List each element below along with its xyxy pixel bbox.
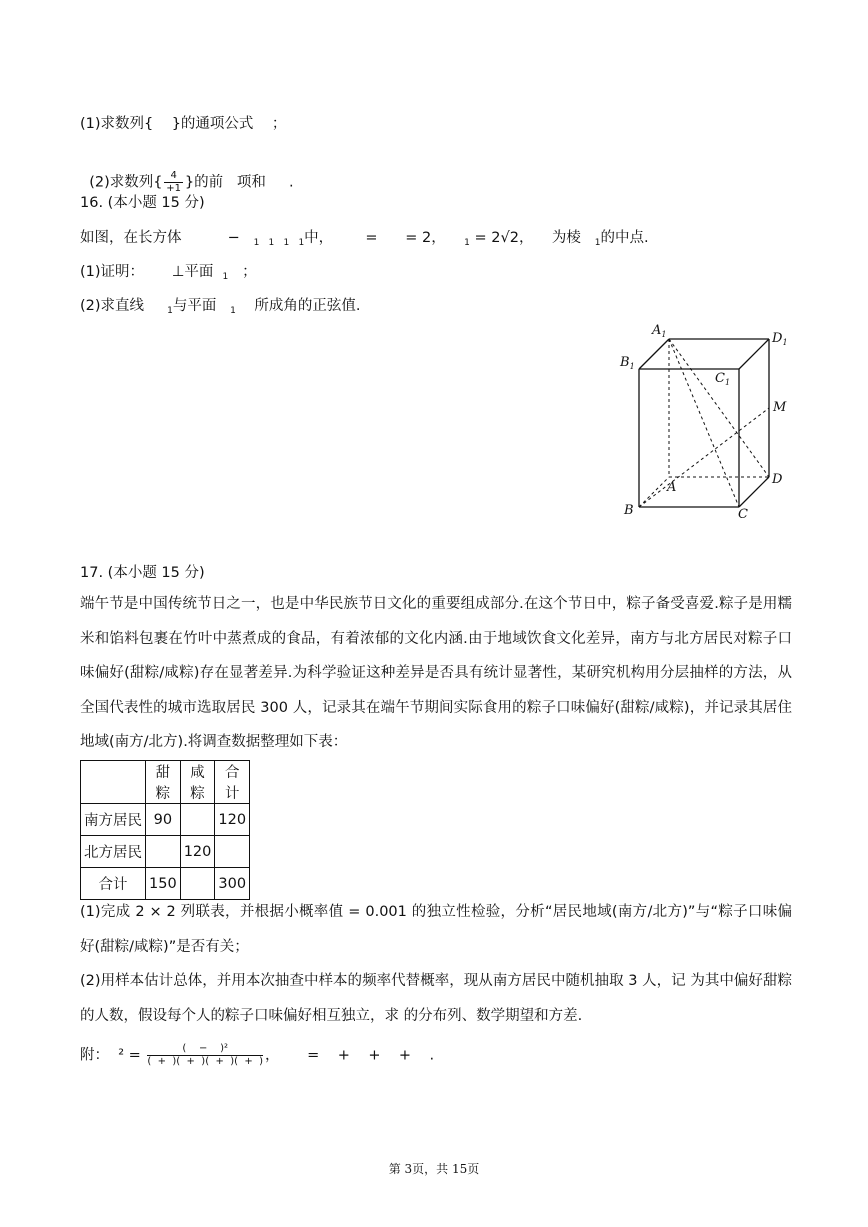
subscript: 1 [222,272,229,282]
table-cell: 南方居民 [81,804,146,836]
table-cell: 90 [146,804,181,836]
q17-header: 17. (本小题 15 分) [80,565,205,581]
q16-header: 16. (本小题 15 分) [80,195,205,211]
q15-part2-suffix: }的前 项和 . [184,174,294,191]
q17-part2: (2)用样本估计总体，并用本次抽查中样本的频率代替概率，现从南方居民中随机抽取 3 人，记 为其中偏好甜粽的人数，假设每个人的粽子口味偏好相互独立，求 的分布列、数学期望和方差. [80,973,792,1024]
table-cell: 咸粽 [180,761,215,804]
table-row [81,836,250,868]
q15-part1: (1)求数列{ }的通项公式 ； [80,116,287,132]
table-row [81,804,250,836]
chi-square-denominator: ( + )( + )( + )( + ) [147,1056,263,1067]
table-cell [180,804,215,836]
subscript: 1 [167,306,173,316]
hidden-segment-a1c [669,339,739,507]
table-cell: 甜粽 [146,761,181,804]
q16-part2-b: 与平面 [172,298,217,314]
q16-part2-a: (2)求直线 [80,298,145,314]
q16-part2-c: 所成角的正弦值. [235,298,361,314]
q16-part1-b: ； [228,264,257,280]
q15-part2 [80,150,294,195]
subscript: 1 [230,306,236,316]
table-cell [215,836,250,868]
edge-cd [739,477,769,507]
table-cell: 150 [146,868,181,900]
q16-stem-b: 中， = = 2， [304,230,446,246]
hidden-segment-a1d [669,339,769,477]
contingency-table [80,760,250,900]
q15-part2-prefix: (2)求数列{ [89,174,163,191]
subscript: 1 [594,238,601,248]
q15-fraction [164,170,182,195]
subscript: 1 [298,238,305,248]
table-cell: 120 [215,804,250,836]
subscript: 1 [253,238,260,248]
table-cell: 北方居民 [81,836,146,868]
edge-c1d1 [739,339,769,369]
q16-stem-a: 如图，在长方体 − [80,230,240,246]
label-m: M [773,400,787,415]
label-c1: $C_1$ [715,371,731,387]
q16-stem-c: = 2√2， 为棱 [469,230,581,246]
label-c: C [738,507,748,522]
subscript: 1 [268,238,275,248]
table-cell [81,761,146,804]
label-d: D [772,472,783,487]
q17-appendix [80,1043,434,1068]
q16-part1-a: (1)证明： ⊥平面 [80,264,214,280]
chi-square-fraction [147,1043,263,1068]
appendix-label: 附： ² = [80,1047,141,1064]
q16-stem-d: 的中点. [600,230,649,246]
table-cell: 合计 [81,868,146,900]
label-d1: $D_1$ [772,331,788,347]
q15-fraction-denominator: +1 [166,183,182,194]
table-cell [146,836,181,868]
label-a1: $A_1$ [652,323,667,339]
label-a: A [667,480,677,495]
hidden-edge-ba [639,477,669,507]
q17-part1: (1)完成 2 × 2 列联表，并根据小概率值 = 0.001 的独立性检验，分析“居民地域(南方/北方)”与“粽子口味偏好(甜粽/咸粽)”是否有关； [80,904,792,955]
table-cell: 300 [215,868,250,900]
subscript: 1 [464,238,470,248]
q16-stem [80,228,649,253]
q16-part1 [80,262,257,287]
label-b1: $B_1$ [620,355,635,371]
subscript: 1 [283,238,290,248]
q15-fraction-numerator: 4 [164,170,182,183]
cuboid-figure [612,318,802,524]
table-header-row [81,761,250,804]
table-cell: 120 [180,836,215,868]
page-footer: 第 3页，共 15页 [388,1162,480,1176]
q17-intro: 端午节是中国传统节日之一，也是中华民族节日文化的重要组成部分.在这个节日中，粽子备受喜爱.粽子是用糯米和馅料包裹在竹叶中蒸煮成的食品，有着浓郁的文化内涵.由于地域饮食文化差异，南方与北方居民对粽子口味偏好(甜粽/咸粽)存在显著差异.为科学验证这种差异是否具有统计显著性，某研究机构用分层抽样的方法，从全国代表性的城市选取居民 300 人，记录其在端午节期间实际食用的粽子口味偏好(甜粽/咸粽)，并记录其居住地域(南方/北方).将调查数据整理如下表： [80,596,792,750]
chi-square-numerator: ( − )² [147,1043,263,1056]
label-b: B [624,503,634,518]
edge-b1a1 [639,339,669,369]
table-cell: 合计 [215,761,250,804]
appendix-n-formula: ， = + + + . [265,1047,435,1064]
q16-part2 [80,296,360,321]
